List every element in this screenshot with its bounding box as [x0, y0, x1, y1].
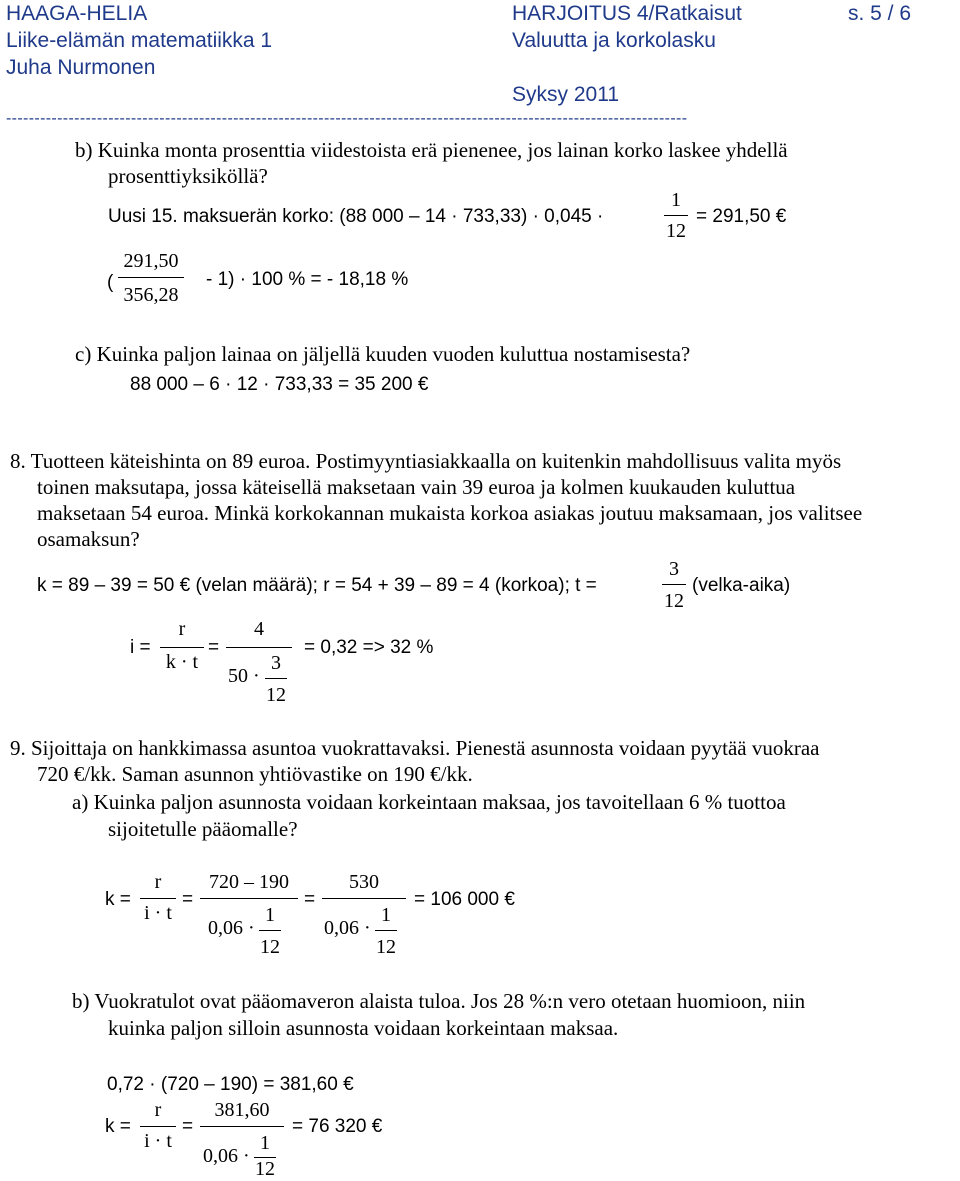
q9a-question-line1: a) Kuinka paljon asunnosta voidaan korkeintaan maksaa, jos tavoitellaan 6 % tuottoa [72, 790, 786, 814]
q9b-net-num: 381,60 [214, 1099, 270, 1121]
q8-inner-den: 12 [266, 684, 286, 706]
q7c-calc: 88 000 – 6 · 12 · 733,33 = 35 200 € [130, 374, 429, 395]
q7b-calc-right: = 291,50 € [696, 206, 787, 227]
fraction-bar [160, 647, 204, 648]
fraction-bar [322, 898, 406, 899]
q9b-net-inner-den: 12 [255, 1158, 275, 1180]
header-topic: Valuutta ja korkolasku [512, 29, 716, 52]
q8-question-line4: osamaksun? [37, 527, 140, 551]
q8-result: = 0,32 => 32 % [304, 637, 434, 658]
q9b-net-den-prefix: 0,06 · [203, 1145, 250, 1167]
equals-sign: = [304, 889, 316, 910]
equals-sign: = [208, 637, 220, 658]
q7b-ratio-num: 291,50 [123, 250, 179, 272]
q7b-calc-left: Uusi 15. maksuerän korko: (88 000 – 14 · 733,33) · 0,045 · [108, 206, 604, 227]
q8-formula-num: r [178, 618, 186, 640]
q8-calc-left: k = 89 – 39 = 50 € (velan määrä); r = 54 + 39 – 89 = 4 (korkoa); t = [37, 575, 597, 596]
q7b-question-line2: prosenttiyksiköllä? [108, 164, 268, 188]
q8-formula-den: k · t [165, 651, 199, 673]
fraction-bar [662, 584, 686, 585]
q8-calc-right: (velka-aika) [692, 575, 791, 596]
q9a-net-den-prefix: 0,06 · [324, 917, 371, 939]
q9a-rent-den-prefix: 0,06 · [208, 917, 255, 939]
q7c-question: c) Kuinka paljon lainaa on jäljellä kuuden vuoden kuluttua nostamisesta? [75, 342, 691, 366]
q9a-net-num: 530 [349, 871, 379, 893]
q9a-net-inner-num: 1 [381, 904, 391, 926]
q8-frac-num: 3 [669, 558, 679, 580]
fraction-bar [375, 930, 397, 931]
equals-sign: = [182, 1116, 194, 1137]
q9a-formula-num: r [154, 871, 162, 893]
q9b-question-line2: kuinka paljon silloin asunnosta voidaan korkeintaan maksaa. [108, 1016, 619, 1040]
header-author: Juha Nurmonen [6, 56, 156, 79]
q8-value-den-prefix: 50 · [228, 665, 260, 687]
q9b-question-line1: b) Vuokratulot ovat pääomaveron alaista tuloa. Jos 28 %:n vero otetaan huomioon, niin [72, 989, 806, 1013]
q9b-formula-num: r [154, 1099, 162, 1121]
fraction-bar [200, 898, 298, 899]
q9a-net-inner-den: 12 [376, 936, 396, 958]
q7b-ratio-den: 356,28 [123, 284, 179, 306]
q8-value-num: 4 [254, 618, 264, 640]
q8-i-label: i = [130, 637, 151, 658]
fraction-bar [140, 898, 176, 899]
q8-question-line1: 8. Tuotteen käteishinta on 89 euroa. Postimyyntiasiakkaalla on kuitenkin mahdollisuus valita myös [10, 449, 842, 473]
header-page-number: s. 5 / 6 [848, 2, 912, 25]
q7b-frac-den: 12 [666, 220, 686, 242]
fraction-bar [226, 647, 292, 648]
q9a-formula-den: i · t [144, 902, 172, 924]
fraction-bar [664, 215, 688, 216]
q9b-tax-calc: 0,72 · (720 – 190) = 381,60 € [107, 1074, 354, 1095]
q7b-question-line1: b) Kuinka monta prosenttia viidestoista erä pienenee, jos lainan korko laskee yhdellä [75, 138, 788, 162]
q9b-k-label: k = [105, 1116, 131, 1137]
q9b-net-inner-num: 1 [260, 1132, 270, 1154]
fraction-bar [200, 1126, 284, 1127]
q7b-frac-num: 1 [671, 189, 681, 211]
header-exercise: HARJOITUS 4/Ratkaisut [512, 2, 742, 25]
q9-question-line2: 720 €/kk. Saman asunnon yhtiövastike on 190 €/kk. [37, 762, 473, 786]
q9b-formula-den: i · t [144, 1130, 172, 1152]
fraction-bar [265, 678, 287, 679]
q8-frac-den: 12 [664, 590, 684, 612]
q8-inner-num: 3 [271, 652, 281, 674]
q9a-k-label: k = [105, 889, 131, 910]
fraction-bar [259, 930, 281, 931]
q9-question-line1: 9. Sijoittaja on hankkimassa asuntoa vuokrattavaksi. Pienestä asunnosta voidaan pyytää vuokraa [10, 736, 820, 760]
fraction-bar [140, 1126, 176, 1127]
fraction-bar [118, 277, 184, 278]
q7b-paren-open: ( [107, 272, 114, 293]
q7b-ratio-right: - 1) · 100 % = - 18,18 % [206, 269, 409, 290]
q9a-question-line2: sijoitetulle pääomalle? [108, 817, 298, 841]
q9a-rent-inner-den: 12 [260, 936, 280, 958]
q9a-rent-inner-num: 1 [265, 904, 275, 926]
equals-sign: = [182, 889, 194, 910]
header-org: HAAGA-HELIA [6, 2, 148, 25]
q9b-result: = 76 320 € [292, 1116, 383, 1137]
header-course: Liike-elämän matematiikka 1 [6, 29, 273, 52]
header-divider: ------------------------------------------------------------------------------------------------------------------------ [6, 110, 688, 127]
q9a-rent-num: 720 – 190 [209, 871, 289, 893]
q8-question-line2: toinen maksutapa, jossa käteisellä maksetaan vain 39 euroa ja kolmen kuukauden kuluttua [37, 475, 796, 499]
q9a-result: = 106 000 € [414, 889, 515, 910]
header-term: Syksy 2011 [512, 83, 619, 106]
q8-question-line3: maksetaan 54 euroa. Minkä korkokannan mukaista korkoa asiakas joutuu maksamaan, jos valitsee [37, 501, 863, 525]
